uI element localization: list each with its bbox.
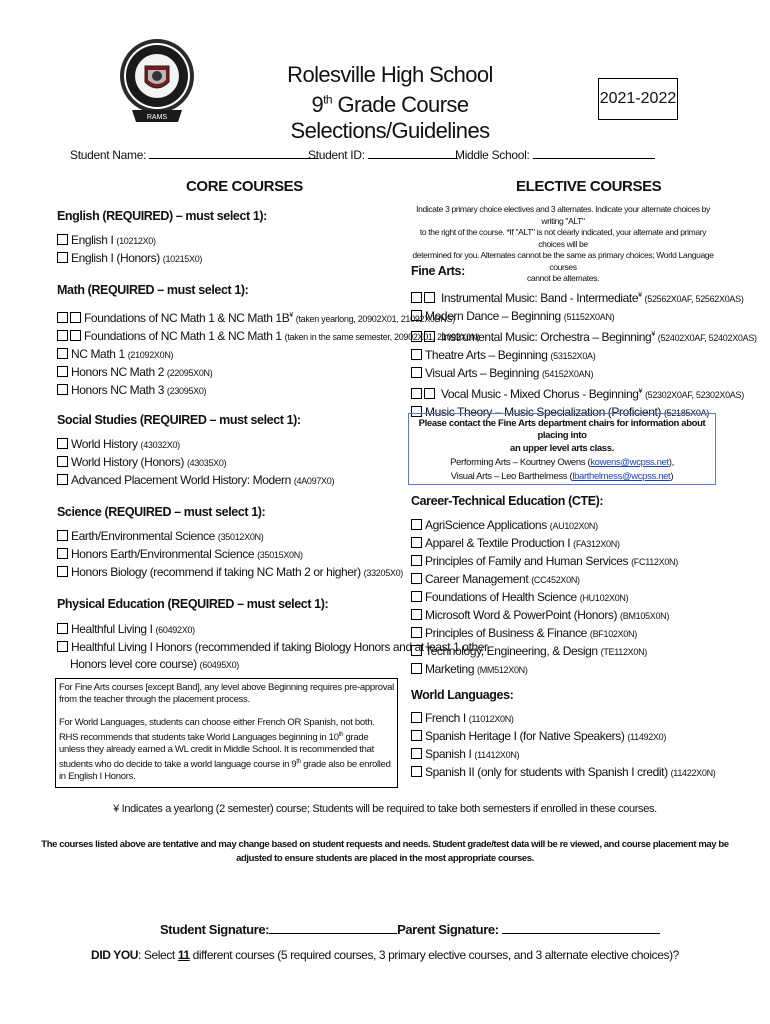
course-option[interactable]: English I (Honors) (10215X0) [57,250,202,268]
checkbox[interactable] [411,292,422,303]
checkbox[interactable] [57,456,68,467]
course-option[interactable]: Microsoft Word & PowerPoint (Honors) (BM105X0N) [411,607,678,625]
middle-school-field[interactable]: Middle School: [455,147,655,162]
course-option[interactable]: Vocal Music - Mixed Chorus - Beginning¥ (52302X0AF, 52302X0AS) [411,383,757,404]
checkbox[interactable] [411,519,422,530]
cte-heading: Career-Technical Education (CTE): [411,494,604,508]
parent-signature-line[interactable] [502,922,660,934]
course-option[interactable]: Healthful Living I Honors (recommended if taking Biology Honors and at least 1 other [57,639,488,656]
elective-courses-heading: ELECTIVE COURSES [516,178,662,195]
course-option[interactable]: Theatre Arts – Beginning (53152X0A) [411,347,757,365]
course-option[interactable]: Instrumental Music: Band - Intermediate¥ (52562X0AF, 52562X0AS) [411,287,757,308]
checkbox[interactable] [411,766,422,777]
checkbox[interactable] [411,388,422,399]
world-languages-note: For World Languages, students can choose either French OR Spanish, not both. RHS recommends that students take World Languages beginning in 10th grade unless they already earned a WL credit in Middle School. It is recommended that students who do decide to take a world language course in 9th grade also be enrolled in English I Honors. [59,717,391,783]
fine-arts-heading: Fine Arts: [411,264,465,278]
course-option[interactable]: Visual Arts – Beginning (54152X0AN) [411,365,757,383]
course-option[interactable]: Honors Earth/Environmental Science (35015X0N) [57,546,403,564]
parent-signature-label: Parent Signature: [397,922,499,937]
checkbox[interactable] [411,591,422,602]
checkbox[interactable] [411,555,422,566]
checkbox[interactable] [57,330,68,341]
course-option[interactable]: Spanish I (11412X0N) [411,746,715,764]
science-heading: Science (REQUIRED – must select 1): [57,505,266,519]
student-name-field[interactable]: Student Name: [70,147,317,162]
course-option[interactable]: Earth/Environmental Science (35012X0N) [57,528,403,546]
course-option[interactable]: Instrumental Music: Orchestra – Beginning¥ (52402X0AF, 52402X0AS) [411,326,757,347]
course-option[interactable]: Modern Dance – Beginning (51152X0AN) [411,308,757,326]
checkbox[interactable] [411,349,422,360]
performing-arts-contact: Performing Arts – Kourtney Owens (kowens@wcpss.net), [450,457,674,468]
checkbox[interactable] [411,645,422,656]
checkbox[interactable] [411,367,422,378]
checkbox[interactable] [411,730,422,741]
course-option[interactable]: Music Theory – Music Specialization (Proficient) (52185X0A) [411,404,757,422]
physical-education-heading: Physical Education (REQUIRED – must select 1): [57,597,329,611]
course-option[interactable]: Healthful Living I (60492X0) [57,621,488,639]
english-heading: English (REQUIRED) – must select 1): [57,209,267,223]
fine-arts-note: For Fine Arts courses [except Band], any level above Beginning requires pre-approval from the teacher through the placement process. [59,682,394,705]
checkbox[interactable] [57,641,68,652]
fine-arts-list [411,287,757,422]
checkbox[interactable] [57,348,68,359]
course-option[interactable]: Technology, Engineering, & Design (TE112X0N) [411,643,678,661]
visual-arts-contact: Visual Arts – Leo Barthelmess (lbarthelmess@wcpss.net) [450,471,674,482]
checkbox[interactable] [411,663,422,674]
math-heading: Math (REQUIRED – must select 1): [57,283,249,297]
checkbox[interactable] [70,312,81,323]
checkbox[interactable] [57,384,68,395]
checkbox[interactable] [411,712,422,723]
social-studies-list [57,436,334,490]
student-signature-label: Student Signature: [160,922,270,937]
social-studies-heading: Social Studies (REQUIRED – must select 1): [57,413,301,427]
physical-education-list: Healthful Living I (60492X0) Healthful Living I Honors (recommended if taking Biology Honors and at least 1 other Honors level core course) (60495X0) [57,621,488,674]
checkbox[interactable] [57,566,68,577]
course-option[interactable]: Advanced Placement World History: Modern (4A097X0) [57,472,334,490]
course-option[interactable]: Principles of Business & Finance (BF102X0N) [411,625,678,643]
checkbox[interactable] [411,537,422,548]
visual-arts-email-link[interactable]: lbarthelmess@wcpss.net [572,471,671,482]
fine-arts-contact-box [408,413,716,485]
page-subtitle: 9th Grade Course Selections/Guidelines [290,92,490,143]
performing-arts-email-link[interactable]: kowens@wcpss.net [590,457,669,468]
student-id-field[interactable]: Student ID: [308,147,458,162]
course-option[interactable]: Honors NC Math 3 (23095X0) [57,382,480,400]
checkbox[interactable] [57,234,68,245]
checkbox[interactable] [411,627,422,638]
cte-list [411,517,678,679]
course-option[interactable]: Marketing (MM512X0N) [411,661,678,679]
checkbox[interactable] [411,573,422,584]
checkbox[interactable] [57,530,68,541]
core-courses-heading: CORE COURSES [186,178,303,195]
yearlong-note: ¥ Indicates a yearlong (2 semester) course; Students will be required to take both semesters if enrolled in these courses. [113,803,657,815]
course-option[interactable]: World History (43032X0) [57,436,334,454]
contact-note-line1: Please contact the Fine Arts department chairs for information about placing into [418,418,706,441]
guidance-notes-box [55,678,398,788]
checkbox[interactable] [57,252,68,263]
course-option[interactable]: Honors NC Math 2 (22095X0N) [57,364,480,382]
checkbox[interactable] [424,331,435,342]
checkbox[interactable] [411,748,422,759]
course-option[interactable]: Apparel & Textile Production I (FA312X0N) [411,535,678,553]
science-list [57,528,403,582]
checkbox[interactable] [57,623,68,634]
course-option[interactable]: Career Management (CC452X0N) [411,571,678,589]
english-list [57,232,202,268]
course-option[interactable]: Honors Biology (recommend if taking NC Math 2 or higher) (33205X0) [57,564,403,582]
checkbox[interactable] [57,366,68,377]
logo-ribbon-text: RAMS [146,114,168,121]
checkbox[interactable] [411,310,422,321]
course-option[interactable]: AgriScience Applications (AU102X0N) [411,517,678,535]
course-option[interactable]: World History (Honors) (43035X0) [57,454,334,472]
world-languages-heading: World Languages: [411,688,514,702]
course-option[interactable]: French I (11012X0N) [411,710,715,728]
school-year-box: 2021-2022 [598,78,678,120]
checkbox[interactable] [424,292,435,303]
checkbox[interactable] [57,312,68,323]
checkbox[interactable] [70,330,81,341]
checkbox[interactable] [411,331,422,342]
elective-instructions: Indicate 3 primary choice electives and 3 alternates. Indicate your alternate choices by writing "ALT" to the right of the course. *If "ALT" is not clearly indicated, your alternate and primary choices will be determined for you. Alternates cannot be the same as primary choices; World Language courses cannot be alternates. [412,204,714,283]
checkbox[interactable] [57,548,68,559]
course-option[interactable]: English I (10212X0) [57,232,202,250]
course-option[interactable]: Foundations of NC Math 1 & NC Math 1 (taken in the same semester, 20902X01, 21092X0N) [57,328,480,346]
contact-note-line2: an upper level arts class. [510,443,614,454]
course-option[interactable]: NC Math 1 (21092X0N) [57,346,480,364]
course-option[interactable]: Foundations of Health Science (HU102X0N) [411,589,678,607]
course-option[interactable]: Spanish Heritage I (for Native Speakers) (11492X0) [411,728,715,746]
signature-row [160,922,660,937]
checkbox[interactable] [424,388,435,399]
student-signature-line[interactable] [269,922,397,934]
school-seal-logo [118,30,196,130]
did-you-reminder: DID YOU: Select 11 different courses (5 required courses, 3 primary elective courses, and 3 alternate elective choices)? [91,948,679,962]
checkbox[interactable] [57,438,68,449]
checkbox[interactable] [411,609,422,620]
checkbox[interactable] [57,474,68,485]
course-option[interactable]: Foundations of NC Math 1 & NC Math 1B¥ (taken yearlong, 20902X01, 21092X0BNS) [57,307,480,328]
tentative-notice: The courses listed above are tentative and may change based on student requests and needs. Student grade/test data will be re viewed, and course placement may be adjusted to ensure students are placed in the most appropriate courses. [41,839,729,864]
course-option[interactable]: Principles of Family and Human Services (FC112X0N) [411,553,678,571]
world-languages-list [411,710,715,782]
course-option[interactable]: Spanish II (only for students with Spanish I credit) (11422X0N) [411,764,715,782]
school-name-title: Rolesville High School [287,62,493,87]
